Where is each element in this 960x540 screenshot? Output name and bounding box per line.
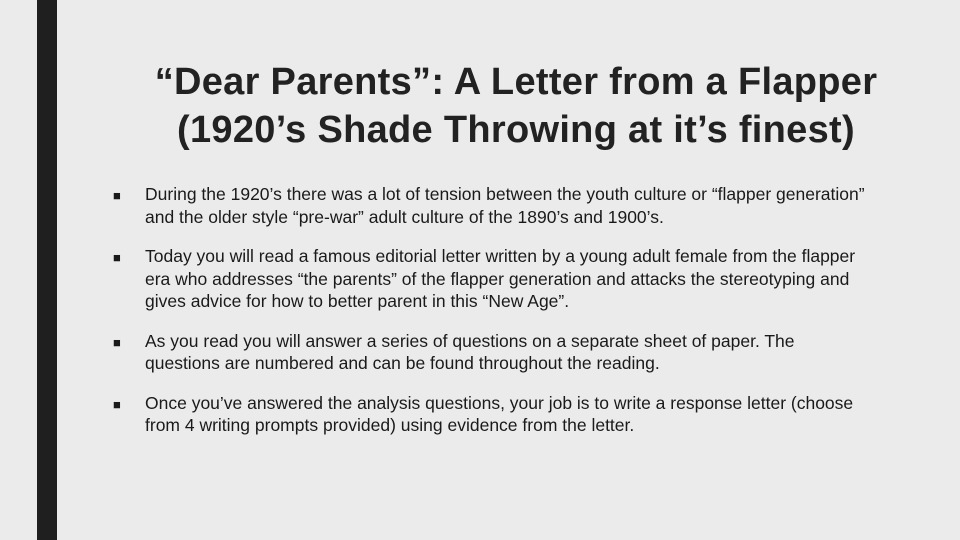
accent-bar [37, 0, 57, 540]
square-bullet-icon: ■ [113, 334, 121, 350]
bullet-item-questions [113, 330, 873, 375]
bullet-text: Once you’ve answered the analysis questions, your job is to write a response letter (choose from 4 writing prompts provided) using evidence from the letter. [145, 392, 854, 435]
bullet-item-editorial-letter [113, 245, 873, 313]
bullet-text: During the 1920’s there was a lot of tension between the youth culture or “flapper generation” and the older style “pre-war” adult culture of the 1890’s and 1900’s. [145, 184, 865, 227]
square-bullet-icon: ■ [113, 188, 121, 203]
bullet-item-response-letter [113, 392, 873, 437]
bullet-list [113, 183, 873, 454]
square-bullet-icon: ■ [113, 396, 121, 412]
bullet-item-tension [113, 183, 873, 228]
bullet-text: As you read you will answer a series of questions on a separate sheet of paper. The questions are numbered and can be found throughout the reading. [145, 330, 795, 373]
slide-title: “Dear Parents”: A Letter from a Flapper (1920’s Shade Throwing at it’s finest) [154, 61, 878, 151]
square-bullet-icon: ■ [113, 250, 121, 265]
bullet-text: Today you will read a famous editorial letter written by a young adult female from the flapper era who addresses “the parents” of the flapper generation and attacks the stereotyping and gives advice for how to better parent in this “New Age”. [145, 246, 856, 311]
